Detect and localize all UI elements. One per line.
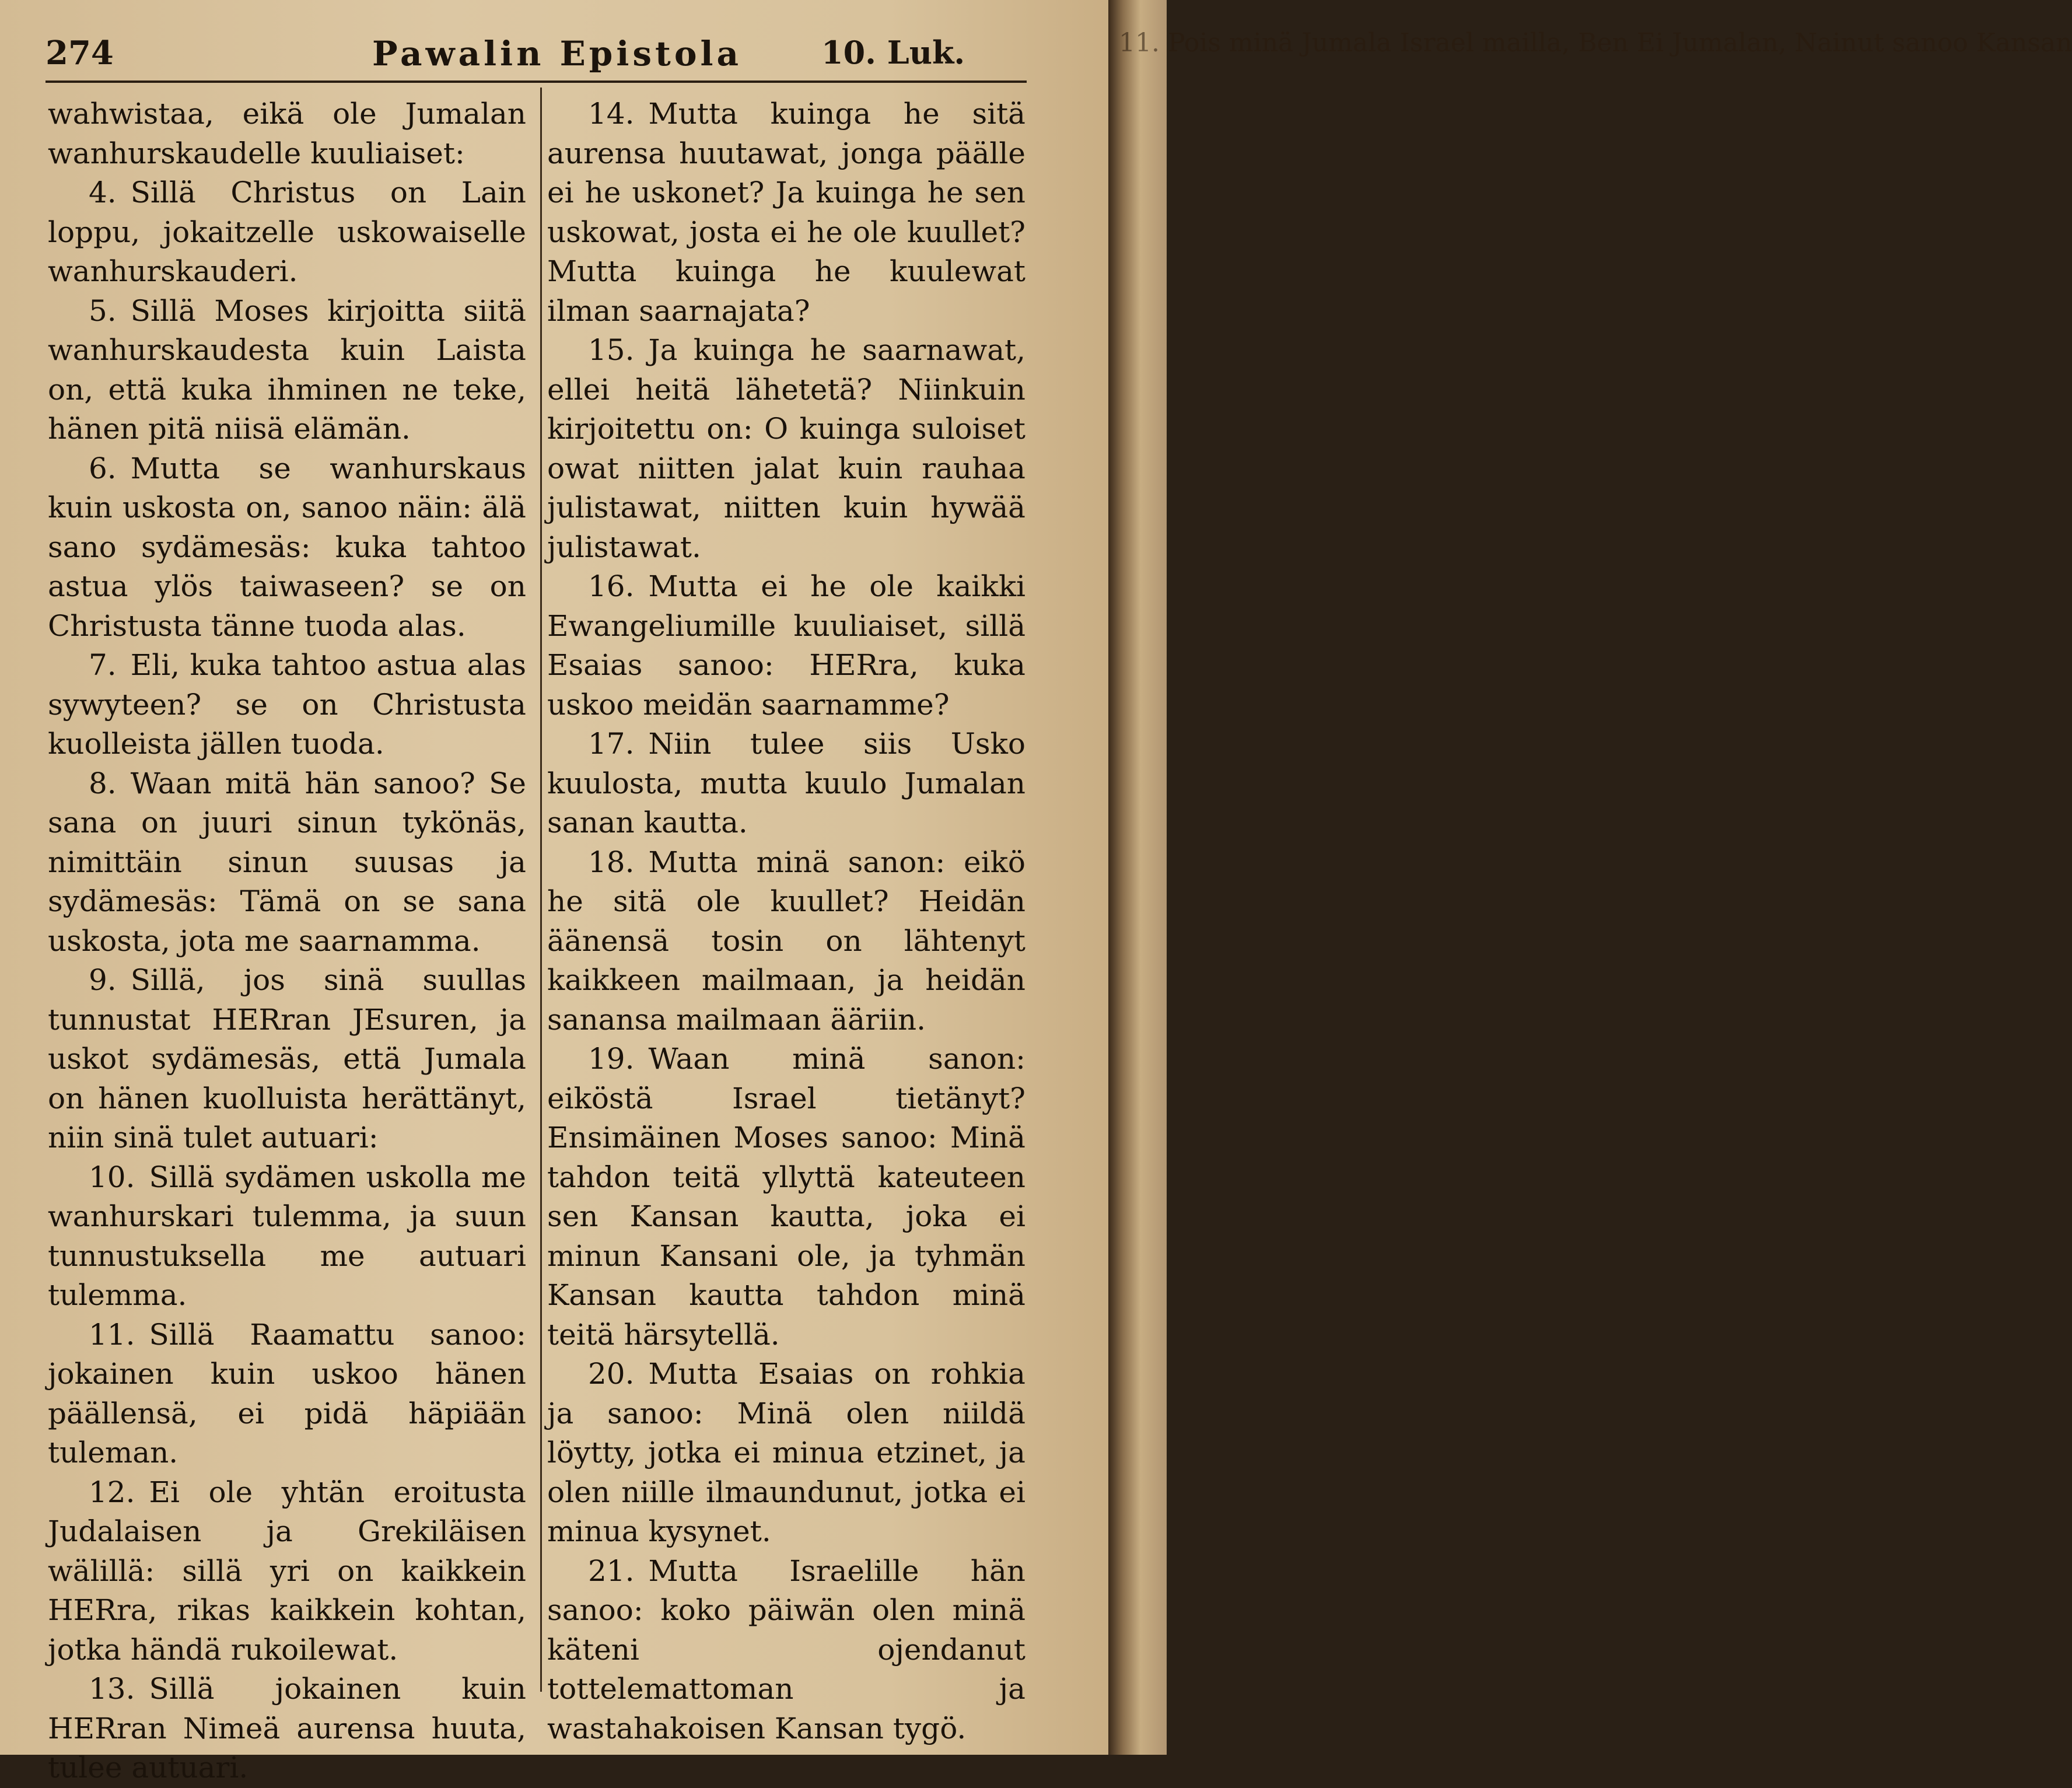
- page-number: 274: [46, 34, 114, 72]
- verse-4: 4. Sillä Christus on Lain loppu, jokaitzelle uskowaiselle wanhurskauderi.: [48, 176, 526, 288]
- verse-5: 5. Sillä Moses kirjoitta siitä wanhurskaudesta kuin Laista on, että kuka ihminen ne teke, hänen pitä niisä elämän.: [48, 293, 526, 446]
- verse-21: 21. Mutta Israelille hän sanoo: koko päiwän olen minä käteni ojendanut tottelemattoman ja wastahakoisen Kansan tygö.: [547, 1553, 1026, 1745]
- right-column: [547, 95, 1026, 1748]
- page-header: [46, 34, 1031, 81]
- verse-7: 7. Eli, kuka tahtoo astua alas sywyteen? se on Christusta kuolleista jällen tuoda.: [48, 648, 526, 761]
- verse-11: 11. Sillä Raamattu sanoo: jokainen kuin uskoo hänen päällensä, ei pidä häpiään tuleman.: [48, 1317, 526, 1469]
- verse-9: 9. Sillä, jos sinä suullas tunnustat HERran JEsuren, ja uskot sydämesäs, että Jumala on hänen kuolluista herättänyt, niin sinä tulet autuari:: [48, 963, 526, 1154]
- verse-12: 12. Ei ole yhtän eroitusta Judalaisen ja Grekiläisen wälillä: sillä yri on kaikkein HERra, rikas kaikkein kohtan, jotka händä rukoilewat.: [48, 1475, 526, 1667]
- verse-6: 6. Mutta se wanhurskaus kuin uskosta on, sanoo näin: älä sano sydämesäs: kuka tahtoo astua ylös taiwaseen? se on Christusta tänne tuoda alas.: [48, 451, 526, 643]
- column-divider: [540, 88, 542, 1692]
- verse-19: 19. Waan minä sanon: eiköstä Israel tietänyt? Ensimäinen Moses sanoo: Minä tahdon teitä yllyttä kateuteen sen Kansan kautta, joka ei minun Kansani ole, ja tyhmän Kansan kautta tahdon minä teitä härsytellä.: [547, 1042, 1026, 1352]
- header-rule: [46, 81, 1027, 83]
- verse-8: 8. Waan mitä hän sanoo? Se sana on juuri sinun tykönäs, nimittäin sinun suusas ja sydämesäs: Tämä on se sana uskosta, jota me saarnamma.: [48, 766, 526, 958]
- facing-page-text: 11. Pois minä Jumala Israel mailla, Ben Ei Jumalan, Nainut sanoo Kansan: [1119, 28, 2072, 58]
- verse-15: 15. Ja kuinga he saarnawat, ellei heitä lähetetä? Niinkuin kirjoitettu on: O kuinga suloiset owat niitten jalat kuin rauhaa julistawat, niitten kuin hywää julistawat.: [547, 333, 1026, 564]
- left-column: [48, 95, 526, 1788]
- chapter-label: 10. Luk.: [821, 34, 965, 71]
- verse-20: 20. Mutta Esaias on rohkia ja sanoo: Minä olen niildä löytty, jotka ei minua etzinet, ja olen niille ilmaundunut, jotka ei minua kysynet.: [547, 1357, 1026, 1548]
- running-title: Pawalin Epistola: [372, 34, 743, 74]
- verse-17: 17. Niin tulee siis Usko kuulosta, mutta kuulo Jumalan sanan kautta.: [547, 727, 1026, 839]
- verse-14: 14. Mutta kuinga he sitä aurensa huutawat, jonga päälle ei he uskonet? Ja kuinga he sen uskowat, josta ei he ole kuullet? Mutta kuinga he kuulewat ilman saarnajata?: [547, 97, 1026, 328]
- verse-10: 10. Sillä sydämen uskolla me wanhurskari tulemma, ja suun tunnustuksella me autuari tulemma.: [48, 1160, 526, 1312]
- verse-continuation: wahwistaa, eikä ole Jumalan wanhurskaudelle kuuliaiset:: [48, 97, 526, 170]
- verse-13: 13. Sillä jokainen kuin HERran Nimeä aurensa huuta, tulee autuari.: [48, 1672, 526, 1784]
- verse-16: 16. Mutta ei he ole kaikki Ewangeliumille kuuliaiset, sillä Esaias sanoo: HERra, kuka uskoo meidän saarnamme?: [547, 569, 1026, 722]
- facing-page-edge: [1108, 0, 2072, 1755]
- verse-18: 18. Mutta minä sanon: eikö he sitä ole kuullet? Heidän äänensä tosin on lähtenyt kaikkeen mailmaan, ja heidän sanansa mailmaan ääriin.: [547, 845, 1026, 1037]
